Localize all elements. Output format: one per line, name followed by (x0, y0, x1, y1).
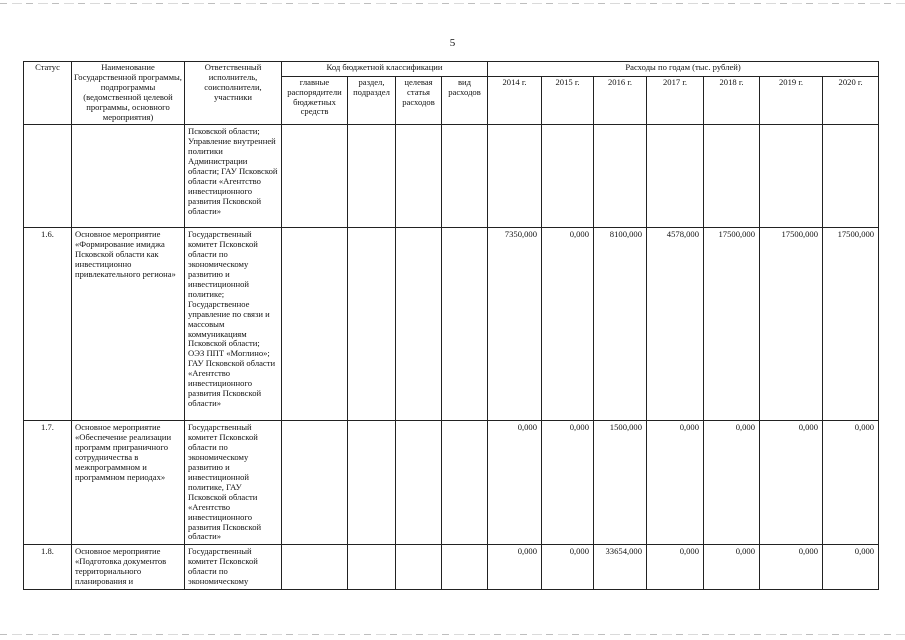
row-value-2015 (542, 124, 594, 227)
row-target-article (396, 227, 442, 420)
row-value-2018: 17500,000 (704, 227, 760, 420)
row-value-2020: 0,000 (823, 420, 879, 545)
row-value-2017: 0,000 (647, 420, 704, 545)
row-value-2016: 8100,000 (594, 227, 647, 420)
row-executor: Государственный комитет Псковской области по экономическому развитию и инвестиционной политике; Государственное управление по связи и массовым коммуникациям Псковской области; ОЭЗ ППТ «Моглино»; ГАУ Псковской области «Агентство инвестиционного развития Псковской области» (185, 227, 282, 420)
row-value-2018 (704, 124, 760, 227)
row-value-2017: 4578,000 (647, 227, 704, 420)
row-value-2019: 0,000 (760, 420, 823, 545)
row-value-2015: 0,000 (542, 227, 594, 420)
row-value-2014: 0,000 (488, 545, 542, 590)
row-value-2018: 0,000 (704, 545, 760, 590)
row-value-2016: 33654,000 (594, 545, 647, 590)
row-value-2018: 0,000 (704, 420, 760, 545)
col-year-2015: 2015 г. (542, 76, 594, 124)
col-target-article: целевая статья расходов (396, 76, 442, 124)
row-value-2020: 17500,000 (823, 227, 879, 420)
row-main-managers (282, 420, 348, 545)
col-executor: Ответственный исполнитель, соисполнители, участники (185, 62, 282, 125)
table-row (24, 227, 879, 420)
row-value-2014 (488, 124, 542, 227)
row-name: Основное мероприятие «Обеспечение реализации программ приграничного сотрудничества в межпрограммном и программном периодах» (72, 420, 185, 545)
table-row (24, 124, 879, 227)
row-section (348, 124, 396, 227)
col-expenses-by-year: Расходы по годам (тыс. рублей) (488, 62, 879, 77)
col-section: раздел, подраздел (348, 76, 396, 124)
row-expense-type (442, 227, 488, 420)
row-executor: Псковской области; Управление внутренней политики Администрации области; ГАУ Псковской области «Агентство инвестиционного развития Псковской области» (185, 124, 282, 227)
col-year-2014: 2014 г. (488, 76, 542, 124)
col-year-2020: 2020 г. (823, 76, 879, 124)
row-status: 1.6. (24, 227, 72, 420)
row-value-2014: 0,000 (488, 420, 542, 545)
row-section (348, 545, 396, 590)
row-executor: Государственный комитет Псковской области по экономическому (185, 545, 282, 590)
row-expense-type (442, 545, 488, 590)
col-budget-code: Код бюджетной классификации (282, 62, 488, 77)
page-number: 5 (449, 37, 456, 49)
row-section (348, 227, 396, 420)
row-target-article (396, 124, 442, 227)
header-row-1 (24, 62, 879, 77)
row-name (72, 124, 185, 227)
row-status: 1.7. (24, 420, 72, 545)
row-expense-type (442, 124, 488, 227)
row-main-managers (282, 545, 348, 590)
col-year-2019: 2019 г. (760, 76, 823, 124)
row-expense-type (442, 420, 488, 545)
row-main-managers (282, 124, 348, 227)
table-row (24, 545, 879, 590)
budget-table (23, 61, 879, 590)
col-year-2016: 2016 г. (594, 76, 647, 124)
row-value-2016 (594, 124, 647, 227)
row-value-2016: 1500,000 (594, 420, 647, 545)
row-value-2015: 0,000 (542, 545, 594, 590)
row-target-article (396, 420, 442, 545)
row-value-2017 (647, 124, 704, 227)
row-main-managers (282, 227, 348, 420)
row-name: Основное мероприятие «Формирование имиджа Псковской области как инвестиционно привлекательного региона» (72, 227, 185, 420)
row-value-2017: 0,000 (647, 545, 704, 590)
row-target-article (396, 545, 442, 590)
row-section (348, 420, 396, 545)
row-value-2015: 0,000 (542, 420, 594, 545)
col-year-2018: 2018 г. (704, 76, 760, 124)
row-value-2019 (760, 124, 823, 227)
row-value-2019: 17500,000 (760, 227, 823, 420)
table-row (24, 420, 879, 545)
col-year-2017: 2017 г. (647, 76, 704, 124)
row-value-2020: 0,000 (823, 545, 879, 590)
row-executor: Государственный комитет Псковской области по экономическому развитию и инвестиционной политике, ГАУ Псковской области «Агентство инвестиционного развития Псковской области» (185, 420, 282, 545)
row-value-2020 (823, 124, 879, 227)
row-status: 1.8. (24, 545, 72, 590)
col-main-managers: главные распорядители бюджетных средств (282, 76, 348, 124)
scan-edge-top (0, 3, 905, 4)
row-value-2014: 7350,000 (488, 227, 542, 420)
col-expense-type: вид расходов (442, 76, 488, 124)
scan-edge-bottom (0, 634, 905, 635)
row-value-2019: 0,000 (760, 545, 823, 590)
row-name: Основное мероприятие «Подготовка документов территориального планирования и (72, 545, 185, 590)
row-status (24, 124, 72, 227)
col-status: Статус (24, 62, 72, 125)
col-name: Наименование Государственной программы, подпрограммы (ведомственной целевой программы, основного мероприятия) (72, 62, 185, 125)
